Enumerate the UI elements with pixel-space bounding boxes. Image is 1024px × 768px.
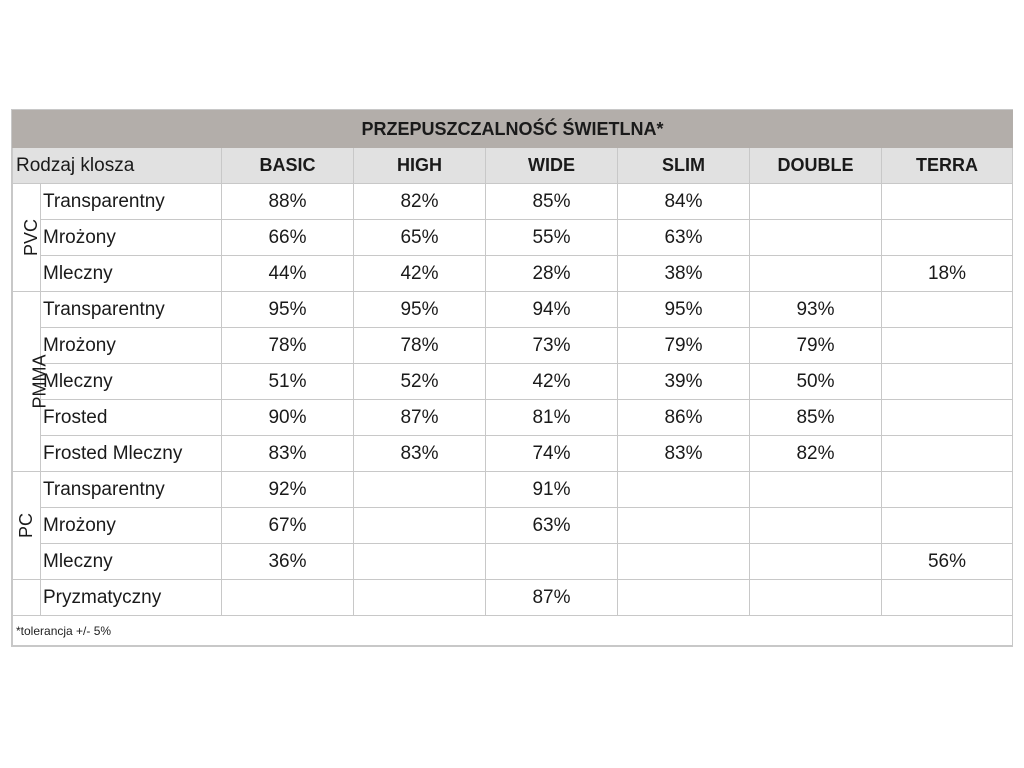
value-cell-terra [882, 400, 1013, 436]
shade-type-name: Mleczny [41, 364, 222, 400]
value-cell-wide: 85% [486, 184, 618, 220]
table-row [13, 472, 1013, 508]
shade-type-name: Mrożony [41, 328, 222, 364]
value-cell-terra [882, 292, 1013, 328]
material-group-cell [13, 472, 41, 580]
shade-type-name: Transparentny [41, 292, 222, 328]
value-cell-slim: 83% [618, 436, 750, 472]
table-row [13, 256, 1013, 292]
table-row [13, 580, 1013, 616]
table-row [13, 184, 1013, 220]
value-cell-slim: 39% [618, 364, 750, 400]
table-row [13, 544, 1013, 580]
value-cell-wide: 87% [486, 580, 618, 616]
material-group-cell [13, 184, 41, 292]
value-cell-terra [882, 364, 1013, 400]
light-transmission-table [12, 110, 1013, 646]
value-cell-wide: 55% [486, 220, 618, 256]
value-cell-high: 65% [354, 220, 486, 256]
value-cell-double: 85% [750, 400, 882, 436]
table-row [13, 328, 1013, 364]
value-cell-basic: 90% [222, 400, 354, 436]
shade-type-name: Frosted Mleczny [41, 436, 222, 472]
value-cell-basic: 51% [222, 364, 354, 400]
value-cell-high: 78% [354, 328, 486, 364]
header-basic: BASIC [222, 148, 354, 184]
value-cell-wide: 74% [486, 436, 618, 472]
value-cell-slim [618, 508, 750, 544]
value-cell-terra [882, 508, 1013, 544]
value-cell-double: 50% [750, 364, 882, 400]
value-cell-wide: 28% [486, 256, 618, 292]
value-cell-terra: 18% [882, 256, 1013, 292]
value-cell-slim [618, 580, 750, 616]
header-high: HIGH [354, 148, 486, 184]
table-row [13, 364, 1013, 400]
value-cell-high: 87% [354, 400, 486, 436]
value-cell-high: 52% [354, 364, 486, 400]
value-cell-double: 79% [750, 328, 882, 364]
value-cell-basic: 95% [222, 292, 354, 328]
header-double: DOUBLE [750, 148, 882, 184]
value-cell-basic [222, 580, 354, 616]
value-cell-double [750, 256, 882, 292]
header-slim: SLIM [618, 148, 750, 184]
value-cell-slim: 86% [618, 400, 750, 436]
table-row [13, 436, 1013, 472]
value-cell-terra [882, 184, 1013, 220]
material-group-label: PMMA [29, 354, 50, 408]
value-cell-wide: 73% [486, 328, 618, 364]
value-cell-terra [882, 436, 1013, 472]
value-cell-terra [882, 220, 1013, 256]
shade-type-name: Mleczny [41, 256, 222, 292]
table-body [13, 184, 1013, 616]
value-cell-wide: 42% [486, 364, 618, 400]
value-cell-basic: 78% [222, 328, 354, 364]
value-cell-high: 95% [354, 292, 486, 328]
value-cell-basic: 83% [222, 436, 354, 472]
material-group-cell [13, 292, 50, 472]
value-cell-slim [618, 472, 750, 508]
value-cell-slim: 63% [618, 220, 750, 256]
shade-type-name: Transparentny [41, 184, 222, 220]
value-cell-basic: 36% [222, 544, 354, 580]
value-cell-high: 42% [354, 256, 486, 292]
header-terra: TERRA [882, 148, 1013, 184]
value-cell-basic: 44% [222, 256, 354, 292]
shade-type-name: Mleczny [41, 544, 222, 580]
value-cell-slim: 95% [618, 292, 750, 328]
value-cell-basic: 88% [222, 184, 354, 220]
value-cell-basic: 67% [222, 508, 354, 544]
value-cell-wide: 94% [486, 292, 618, 328]
value-cell-double [750, 220, 882, 256]
material-group-label: PVC [21, 218, 42, 256]
light-transmission-table-container [11, 109, 1013, 647]
header-row [13, 148, 1013, 184]
value-cell-slim: 38% [618, 256, 750, 292]
footnote: *tolerancja +/- 5% [13, 616, 1013, 646]
value-cell-high: 82% [354, 184, 486, 220]
value-cell-high [354, 544, 486, 580]
material-group-label: PC [15, 512, 36, 538]
value-cell-wide: 63% [486, 508, 618, 544]
value-cell-terra [882, 580, 1013, 616]
table-title: PRZEPUSZCZALNOŚĆ ŚWIETLNA* [13, 111, 1013, 148]
value-cell-high: 83% [354, 436, 486, 472]
value-cell-terra [882, 328, 1013, 364]
shade-type-name: Frosted [41, 400, 222, 436]
value-cell-wide: 91% [486, 472, 618, 508]
header-shade-type: Rodzaj klosza [13, 148, 222, 184]
value-cell-terra [882, 472, 1013, 508]
table-row [13, 220, 1013, 256]
value-cell-slim [618, 544, 750, 580]
value-cell-wide [486, 544, 618, 580]
value-cell-slim: 79% [618, 328, 750, 364]
value-cell-double [750, 544, 882, 580]
shade-type-name: Transparentny [41, 472, 222, 508]
value-cell-double: 93% [750, 292, 882, 328]
shade-type-name: Pryzmatyczny [41, 580, 222, 616]
footnote-row [13, 616, 1013, 646]
shade-type-name: Mrożony [41, 508, 222, 544]
value-cell-basic: 92% [222, 472, 354, 508]
table-row [13, 400, 1013, 436]
value-cell-double [750, 184, 882, 220]
value-cell-high [354, 580, 486, 616]
value-cell-basic: 66% [222, 220, 354, 256]
value-cell-slim: 84% [618, 184, 750, 220]
table-row [13, 292, 1013, 328]
value-cell-high [354, 472, 486, 508]
value-cell-double [750, 472, 882, 508]
title-row [13, 111, 1013, 148]
table-row [13, 508, 1013, 544]
value-cell-double: 82% [750, 436, 882, 472]
value-cell-wide: 81% [486, 400, 618, 436]
empty-group-cell [13, 580, 41, 616]
value-cell-terra: 56% [882, 544, 1013, 580]
value-cell-double [750, 580, 882, 616]
value-cell-double [750, 508, 882, 544]
shade-type-name: Mrożony [41, 220, 222, 256]
header-wide: WIDE [486, 148, 618, 184]
value-cell-high [354, 508, 486, 544]
